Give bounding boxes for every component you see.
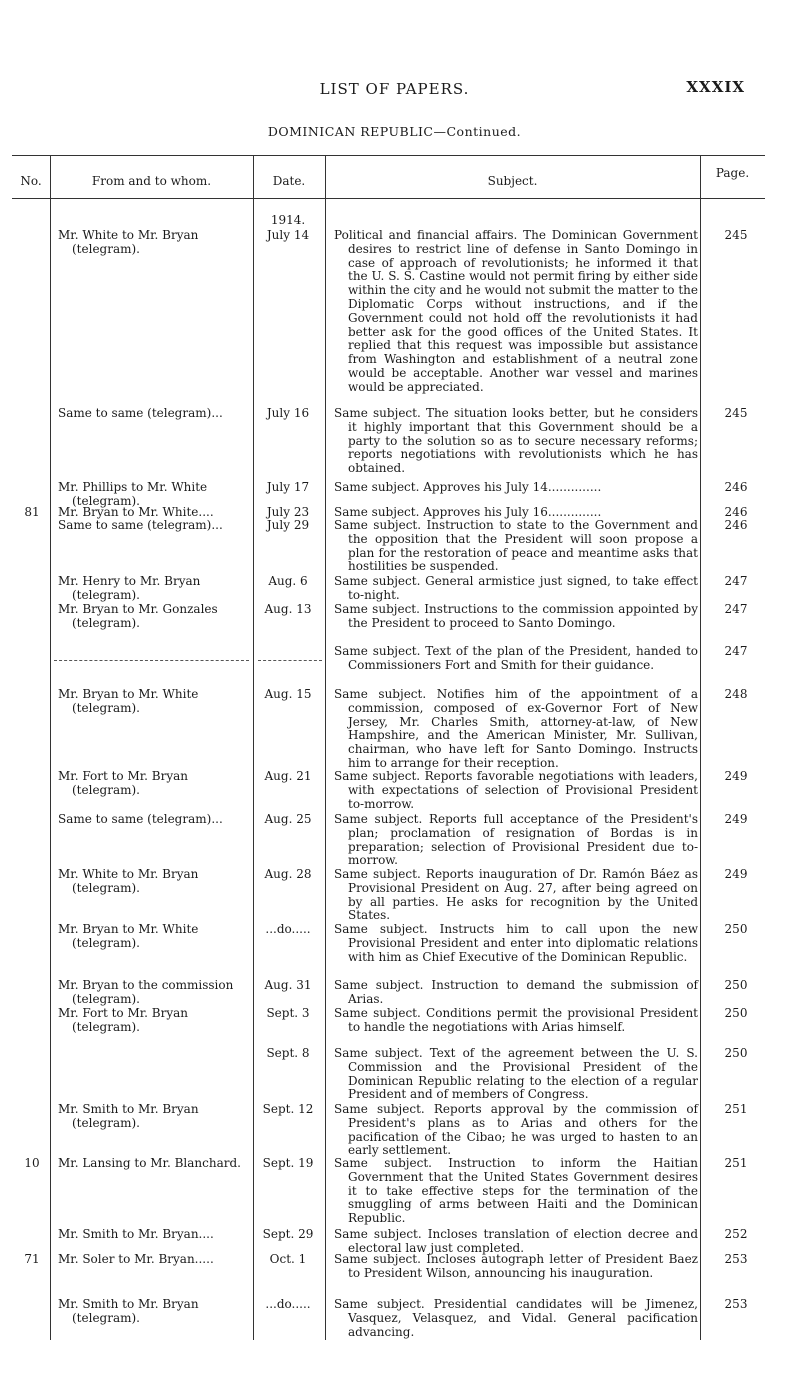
row-subject: Same subject. Instruction to demand the submission of Arias. [334,978,698,1006]
row-date: ...do..... [265,922,311,936]
row-subject: Same subject. Approves his July 16.............. [334,505,602,519]
row-from: Same to same (telegram)... [58,406,223,420]
row-page: 249 [724,812,748,826]
row-from: Mr. Smith to Mr. Bryan (telegram). [58,1102,199,1130]
row-from: Mr. White to Mr. Bryan (telegram). [58,867,199,895]
column-header-date: Date. [272,174,306,188]
row-from: Mr. Henry to Mr. Bryan (telegram). [58,574,201,602]
row-from: Mr. White to Mr. Bryan (telegram). [58,228,199,256]
row-date: Sept. 8 [266,1046,310,1060]
row-page: 250 [724,978,748,992]
row-date: Sept. 29 [262,1227,314,1241]
row-date: Aug. 15 [264,687,312,701]
row-page: 253 [724,1252,748,1266]
row-subject: Same subject. Notifies him of the appointment of a commission, composed of ex-Governor Fort of New Jersey, Mr. Charles Smith, attorney-at-law, of New Hampshire, and the American Minister, Mr. Sullivan, chairman, who have left for Santo Domingo. Instructs him to arrange for their reception. [334,687,698,770]
row-date: July 16 [266,406,310,420]
row-from: Mr. Bryan to the commission (telegram). [58,978,234,1006]
row-subject: Political and financial affairs. The Dominican Government desires to restrict line of defense in Santo Domingo in case of approach of revolutionists; he informed it that the U. S. S. Castine would not permit firing by either side within the city and he would not submit the matter to the Diplomatic Corps without instructions, and if the Government could not hold off the revolutionists it had better ask for the good offices of the United States. It replied that this request was impossible but assistance from Washington and establishment of a neutral zone would be acceptable. Another war vessel and marines would be appreciated. [334,228,698,394]
page-header-title: LIST OF PAPERS. [319,80,470,98]
row-no: 71 [24,1252,40,1266]
row-subject: Same subject. Approves his July 14.............. [334,480,602,494]
row-page: 245 [724,406,748,420]
column-divider [325,155,326,1340]
year-label: 1914. [270,213,306,227]
page-number-roman: XXXIX [686,78,745,96]
row-page: 246 [724,480,748,494]
row-date: July 14 [266,228,310,242]
table-top-rule [12,155,765,156]
row-subject: Same subject. The situation looks better, but he considers it highly important that this Government should be a party to the solution so as to secure necessary reforms; reports negotiations with revolutionists which he has obtained. [334,406,698,476]
row-subject: Same subject. Conditions permit the provisional President to handle the negotiations with Arias himself. [334,1006,698,1034]
row-from: Mr. Bryan to Mr. Gonzales (telegram). [58,602,218,630]
row-from: Same to same (telegram)... [58,812,223,826]
row-page: 251 [724,1156,748,1170]
row-from: Mr. Fort to Mr. Bryan (telegram). [58,1006,189,1034]
row-page: 253 [724,1297,748,1311]
row-page: 249 [724,867,748,881]
dotted-separator [54,660,249,661]
row-page: 251 [724,1102,748,1116]
column-header-subject: Subject. [487,174,538,188]
column-header-from: From and to whom. [91,174,212,188]
row-subject: Same subject. Reports approval by the commission of President's plans as to Arias and others for the pacification of the Cibao; he was urged to hasten to an early settlement. [334,1102,698,1158]
row-subject: Same subject. Incloses translation of election decree and electoral law just completed. [334,1227,698,1255]
row-subject: Same subject. General armistice just signed, to take effect to-night. [334,574,698,602]
row-page: 246 [724,505,748,519]
row-page: 245 [724,228,748,242]
row-date: Sept. 3 [266,1006,310,1020]
row-page: 247 [724,602,748,616]
row-from: Mr. Bryan to Mr. White (telegram). [58,922,199,950]
dotted-separator [258,660,322,661]
column-divider [700,155,701,1340]
row-date: Aug. 13 [264,602,312,616]
table-header-rule [12,198,765,199]
column-header-page: Page. [715,166,750,180]
column-header-no: No. [20,174,42,188]
row-page: 249 [724,769,748,783]
row-page: 252 [724,1227,748,1241]
row-from: Mr. Phillips to Mr. White (telegram). [58,480,208,508]
row-subject: Same subject. Instructs him to call upon the new Provisional President and enter into diplomatic relations with him as Chief Executive of the Dominican Republic. [334,922,698,964]
row-subject: Same subject. Incloses autograph letter of President Baez to President Wilson, announcing his inauguration. [334,1252,698,1280]
row-date: Aug. 31 [264,978,312,992]
row-page: 247 [724,574,748,588]
row-page: 247 [724,644,748,658]
row-from: Mr. Soler to Mr. Bryan..... [58,1252,214,1266]
row-date: July 29 [266,518,310,532]
row-subject: Same subject. Instruction to state to the Government and the opposition that the President will soon propose a plan for the restoration of peace and meantime asks that hostilities be suspended. [334,518,698,574]
row-date: Aug. 6 [268,574,308,588]
row-no: 81 [24,505,40,519]
row-page: 250 [724,922,748,936]
row-date: Sept. 19 [262,1156,314,1170]
row-date: Sept. 12 [262,1102,314,1116]
row-subject: Same subject. Instruction to inform the Haitian Government that the United States Government desires it to take effective steps for the termination of the smuggling of arms between Haiti and the Dominican Republic. [334,1156,698,1226]
row-from: Mr. Bryan to Mr. White.... [58,505,214,519]
row-page: 250 [724,1046,748,1060]
row-page: 250 [724,1006,748,1020]
row-date: July 23 [266,505,310,519]
row-subject: Same subject. Reports favorable negotiations with leaders, with expectations of selection of Provisional President to-morrow. [334,769,698,811]
row-subject: Same subject. Reports full acceptance of the President's plan; proclamation of resignation of Bordas is in preparation; selection of Provisional President due to-morrow. [334,812,698,868]
row-from: Mr. Fort to Mr. Bryan (telegram). [58,769,189,797]
row-from: Mr. Bryan to Mr. White (telegram). [58,687,199,715]
row-date: Aug. 28 [264,867,312,881]
row-page: 246 [724,518,748,532]
row-subject: Same subject. Text of the agreement between the U. S. Commission and the Provisional President of the Dominican Republic relating to the election of a regular President and of members of Congress. [334,1046,698,1102]
row-subject: Same subject. Text of the plan of the President, handed to Commissioners Fort and Smith for their guidance. [334,644,698,672]
section-subtitle: DOMINICAN REPUBLIC—Continued. [267,124,522,139]
row-date: July 17 [266,480,310,494]
row-subject: Same subject. Reports inauguration of Dr. Ramón Báez as Provisional President on Aug. 27, after being agreed on by all parties. He asks for recognition by the United States. [334,867,698,923]
row-page: 248 [724,687,748,701]
row-date: ...do..... [265,1297,311,1311]
row-from: Mr. Lansing to Mr. Blanchard. [58,1156,241,1170]
row-date: Oct. 1 [269,1252,307,1266]
row-subject: Same subject. Presidential candidates will be Jimenez, Vasquez, Velasquez, and Vidal. General pacification advancing. [334,1297,698,1339]
row-from: Mr. Smith to Mr. Bryan (telegram). [58,1297,199,1325]
row-no: 10 [24,1156,40,1170]
row-date: Aug. 25 [264,812,312,826]
row-from: Same to same (telegram)... [58,518,223,532]
row-from: Mr. Smith to Mr. Bryan.... [58,1227,214,1241]
row-subject: Same subject. Instructions to the commission appointed by the President to proceed to Santo Domingo. [334,602,698,630]
row-date: Aug. 21 [264,769,312,783]
